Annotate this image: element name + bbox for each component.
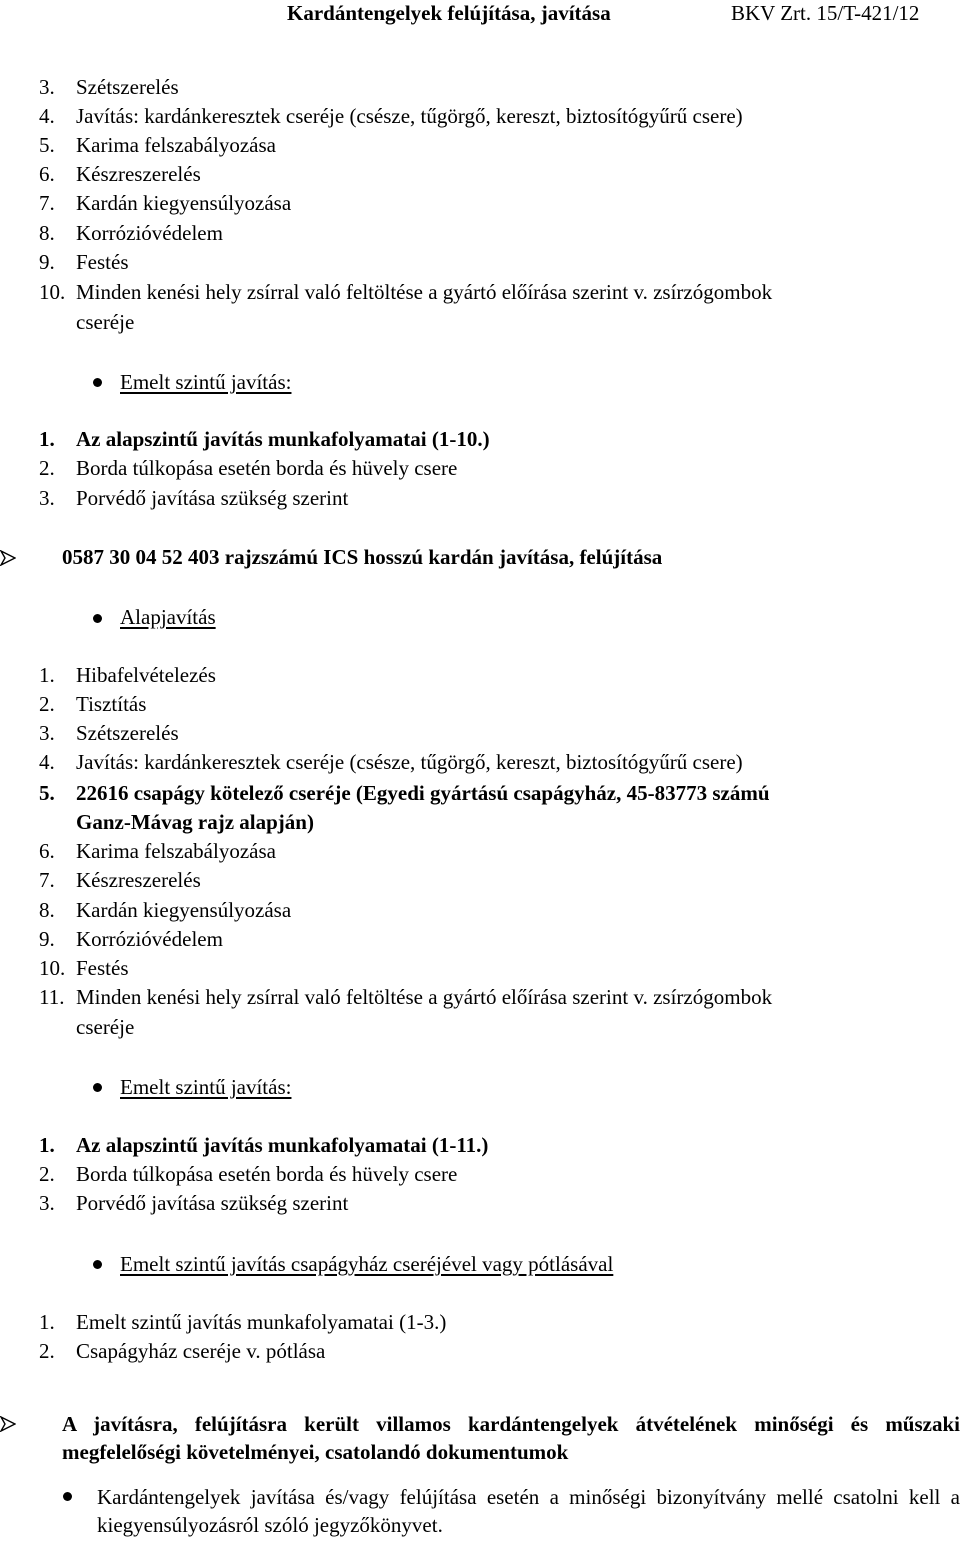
list-item: Festés bbox=[76, 956, 129, 980]
bullet-icon bbox=[93, 1083, 102, 1092]
list-item: Korrózióvédelem bbox=[76, 927, 223, 951]
list-item: Javítás: kardánkeresztek cseréje (csésze, tűgörgő, kereszt, biztosítógyűrű csere) bbox=[76, 104, 743, 128]
list-item: Tisztítás bbox=[76, 692, 147, 716]
list-item: Borda túlkopása esetén borda és hüvely csere bbox=[76, 1162, 458, 1186]
list-item-number: 3. bbox=[39, 486, 55, 510]
list-item: Korrózióvédelem bbox=[76, 221, 223, 245]
subsection-heading: Alapjavítás bbox=[120, 605, 216, 629]
list-item: Készreszerelés bbox=[76, 868, 201, 892]
list-item: Minden kenési hely zsírral való feltöltése a gyártó előírása szerint v. zsírzógombok bbox=[76, 280, 773, 304]
subsection-heading: Emelt szintű javítás csapágyház cseréjével vagy pótlásával bbox=[120, 1252, 614, 1276]
list-item: Szétszerelés bbox=[76, 75, 179, 99]
bullet-icon bbox=[93, 1260, 102, 1269]
bullet-icon bbox=[63, 1492, 72, 1501]
list-item-number: 1. bbox=[39, 1133, 55, 1157]
arrow-bullet-icon bbox=[0, 550, 16, 566]
list-item-number: 7. bbox=[39, 191, 55, 215]
header-title: Kardántengelyek felújítása, javítása bbox=[287, 1, 611, 25]
list-item-number: 8. bbox=[39, 221, 55, 245]
list-item: Emelt szintű javítás munkafolyamatai (1-3.) bbox=[76, 1310, 447, 1334]
list-item-number: 2. bbox=[39, 456, 55, 480]
list-item: Hibafelvételezés bbox=[76, 663, 216, 687]
list-item-number: 3. bbox=[39, 75, 55, 99]
list-item: Készreszerelés bbox=[76, 162, 201, 186]
list-item-number: 11. bbox=[39, 985, 65, 1009]
list-item-number: 2. bbox=[39, 1162, 55, 1186]
subsection-heading: Emelt szintű javítás: bbox=[120, 370, 292, 394]
list-item-number: 7. bbox=[39, 868, 55, 892]
list-item-number: 10. bbox=[39, 956, 66, 980]
section-title: 0587 30 04 52 403 rajzszámú ICS hosszú kardán javítása, felújítása bbox=[62, 545, 663, 569]
list-item-number: 9. bbox=[39, 250, 55, 274]
list-item-number: 9. bbox=[39, 927, 55, 951]
list-item-number: 1. bbox=[39, 427, 55, 451]
list-item-number: 2. bbox=[39, 1339, 55, 1363]
list-item: Karima felszabályozása bbox=[76, 839, 276, 863]
section-title: A javításra, felújításra került villamos kardántengelyek átvételének minőségi és műszaki megfelelőségi követelményei, csatolandó dokumentumok bbox=[62, 1412, 960, 1464]
list-item: Borda túlkopása esetén borda és hüvely csere bbox=[76, 456, 458, 480]
list-item: Kardán kiegyensúlyozása bbox=[76, 191, 292, 215]
list-item-number: 1. bbox=[39, 1310, 55, 1334]
list-item-number: 5. bbox=[39, 781, 55, 805]
list-item-continuation: cseréje bbox=[76, 310, 135, 334]
list-item-number: 10. bbox=[39, 280, 66, 304]
arrow-bullet-icon bbox=[0, 1416, 16, 1432]
bullet-icon bbox=[93, 378, 102, 387]
list-item-number: 1. bbox=[39, 663, 55, 687]
list-item-number: 4. bbox=[39, 750, 55, 774]
list-item-number: 4. bbox=[39, 104, 55, 128]
list-item: Kardán kiegyensúlyozása bbox=[76, 898, 292, 922]
list-item-number: 6. bbox=[39, 839, 55, 863]
paragraph: Kardántengelyek javítása és/vagy felújítása esetén a minőségi bizonyítvány mellé csatolni kell a kiegyensúlyozásról szóló jegyzőkönyvet. bbox=[97, 1485, 960, 1537]
list-item-number: 3. bbox=[39, 721, 55, 745]
list-item-continuation: Ganz-Mávag rajz alapján) bbox=[76, 810, 314, 834]
header-reference: BKV Zrt. 15/T-421/12 bbox=[731, 1, 920, 25]
list-item: Festés bbox=[76, 250, 129, 274]
list-item: Karima felszabályozása bbox=[76, 133, 276, 157]
list-item: Porvédő javítása szükség szerint bbox=[76, 1191, 349, 1215]
list-item-number: 5. bbox=[39, 133, 55, 157]
list-item: Minden kenési hely zsírral való feltöltése a gyártó előírása szerint v. zsírzógombok bbox=[76, 985, 773, 1009]
list-item-number: 3. bbox=[39, 1191, 55, 1215]
list-item-number: 2. bbox=[39, 692, 55, 716]
list-item: Szétszerelés bbox=[76, 721, 179, 745]
list-item-number: 8. bbox=[39, 898, 55, 922]
list-item: Javítás: kardánkeresztek cseréje (csésze, tűgörgő, kereszt, biztosítógyűrű csere) bbox=[76, 750, 743, 774]
list-item-continuation: cseréje bbox=[76, 1015, 135, 1039]
list-item: 22616 csapágy kötelező cseréje (Egyedi gyártású csapágyház, 45-83773 számú bbox=[76, 781, 770, 805]
subsection-heading: Emelt szintű javítás: bbox=[120, 1075, 292, 1099]
list-item: Az alapszintű javítás munkafolyamatai (1-10.) bbox=[76, 427, 490, 451]
list-item: Csapágyház cseréje v. pótlása bbox=[76, 1339, 326, 1363]
bullet-icon bbox=[93, 614, 102, 623]
list-item-number: 6. bbox=[39, 162, 55, 186]
list-item: Az alapszintű javítás munkafolyamatai (1-11.) bbox=[76, 1133, 489, 1157]
list-item: Porvédő javítása szükség szerint bbox=[76, 486, 349, 510]
